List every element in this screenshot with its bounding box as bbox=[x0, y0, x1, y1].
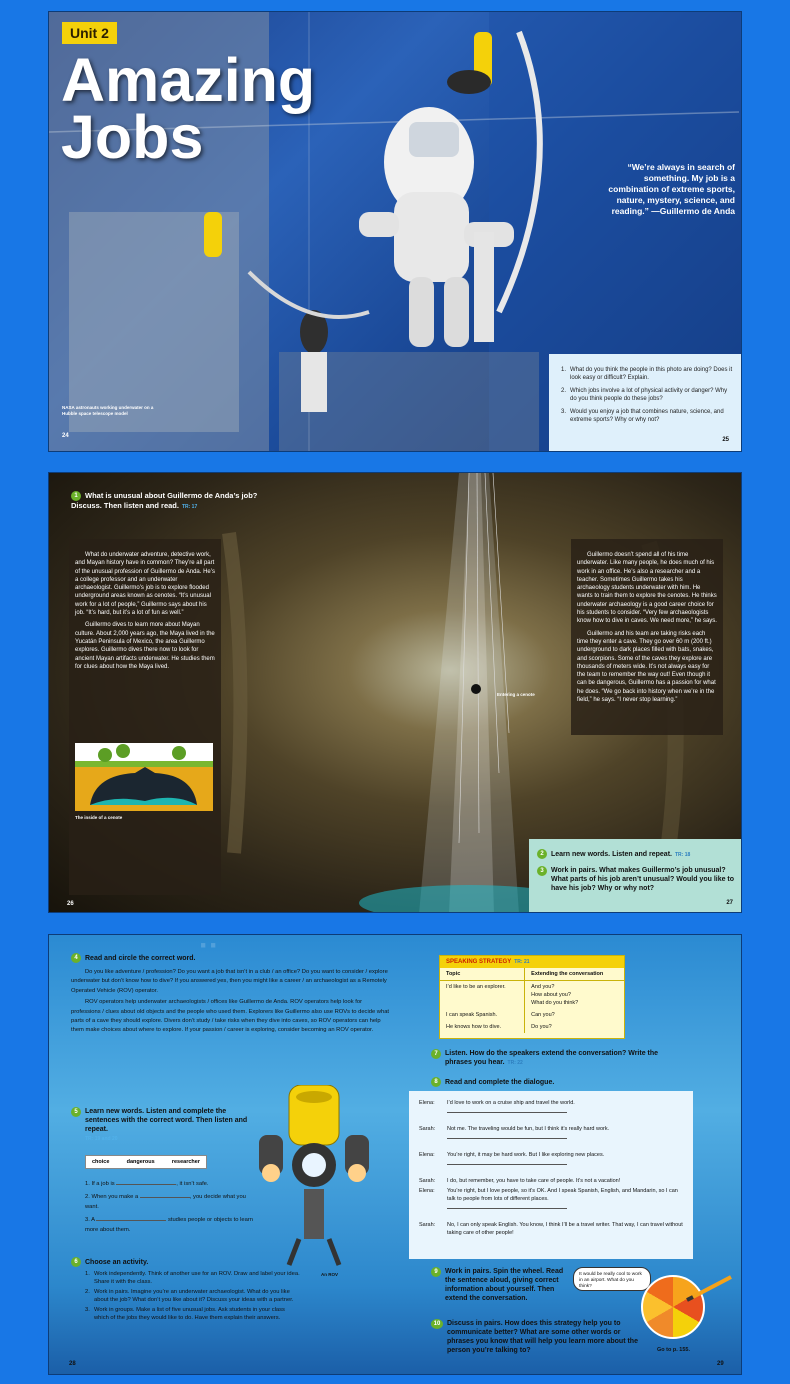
answer-blank[interactable] bbox=[447, 1133, 567, 1139]
dialogue-line: Elena: You’re right, it may be hard work. But I like exploring new places. bbox=[419, 1151, 683, 1168]
dialogue-line: Sarah: No, I can only speak English. You know, I think I’ll be a travel writer. That way, I can travel without taking care of other people! bbox=[419, 1222, 683, 1236]
word-item: choice bbox=[92, 1159, 110, 1165]
answer-blank[interactable] bbox=[116, 1179, 176, 1185]
track-label: TR: 17 bbox=[181, 504, 198, 511]
diver-caption: Entering a cenote bbox=[497, 692, 535, 697]
answer-blank[interactable] bbox=[140, 1192, 190, 1198]
fill-in-sentences bbox=[85, 1179, 255, 1235]
photo-caption: NASA astronauts working underwater on a Hubble space telescope model bbox=[62, 405, 154, 416]
diagram-caption: The inside of a cenote bbox=[75, 815, 123, 820]
page-number-right: 27 bbox=[726, 900, 733, 906]
passage-paragraph: Do you like adventure / profession? Do you want a job that isn’t in a club / an office? Do you want to consider / explore underwater but don’t know how to dive? If you answered yes, then you might like a career / an archaeologist as a Remotely Operated Vehicle (ROV) operator. bbox=[71, 969, 388, 994]
exercise-box bbox=[529, 839, 742, 913]
activity-item: 1. Work independently. Think of another use for an ROV. Draw and label your idea. Share it with the class. bbox=[85, 1271, 300, 1285]
activity-item: 3. Work in groups. Make a list of five unusual jobs. Ask students in your class which of the jobs they would like to do. Have them explain their answers. bbox=[85, 1307, 285, 1321]
page-number-left: 24 bbox=[62, 433, 69, 439]
pencil-icon bbox=[685, 1273, 735, 1303]
spread-amazing-jobs bbox=[48, 11, 742, 452]
page-number-left: 28 bbox=[69, 1361, 76, 1367]
question-number: 4 bbox=[71, 953, 81, 963]
word-bank bbox=[85, 1155, 207, 1169]
watermark: ·· bbox=[199, 934, 219, 962]
activity-item: 2. Work in pairs. Imagine you’re an underwater archaeologist. What do you like about the job? What don’t you like about it? Discuss your ideas with a partner. bbox=[85, 1289, 294, 1303]
speaking-strategy-box bbox=[439, 955, 625, 1039]
page-title bbox=[61, 46, 316, 171]
article-right-column bbox=[571, 539, 723, 735]
strategy-table: Topic Extending the conversation I’d like to be an explorer. And you? How about you? What do you think? I can speak Spanish. Can you? He knows how to dive. Do you? bbox=[440, 968, 624, 1033]
question-1: 1 What is unusual about Guillermo de Anda’s job? Discuss. Then listen and read. TR: 17 bbox=[71, 491, 258, 511]
track-label: TR: 19 and 20 bbox=[85, 1136, 118, 1142]
question-10: 10 Discuss in pairs. How does this strategy help you to communicate better? What are some other words or phrases you know that will help you learn more about the person you’re talking to? bbox=[431, 1319, 641, 1355]
question-number: 6 bbox=[71, 1257, 81, 1267]
answer-blank[interactable] bbox=[96, 1215, 166, 1221]
cenote-diagram bbox=[75, 743, 213, 811]
question-5: 5 Learn new words. Listen and complete the sentences with the correct word. Then listen and repeat. TR: 19 and 20 bbox=[71, 1107, 261, 1142]
answer-blank[interactable] bbox=[447, 1159, 567, 1165]
rov-caption: An ROV bbox=[321, 1272, 339, 1277]
strategy-header: SPEAKING STRATEGY TR: 21 bbox=[440, 956, 624, 968]
article-paragraph: Guillermo dives to learn more about Mayan culture. About 2,000 years ago, the Maya lived in the Yucatán Peninsula of Mexico, the area Guillermo explores. Guillermo dives there now to look for ancient Mayan artifacts underwater. He studies them for clues about how the Maya lived. bbox=[75, 622, 215, 670]
speech-bubble: It would be really cool to work in an airport. What do you think? bbox=[573, 1267, 651, 1291]
sentence-item: 1. If a job is , it isn’t safe. bbox=[85, 1181, 209, 1187]
sentence-item: 2. When you make a , you decide what you want. bbox=[85, 1194, 246, 1210]
spread-guillermo-article bbox=[48, 472, 742, 913]
dialogue-line: Elena: You’re right, but I love people, so it’s OK. And I speak Spanish, English, and Mandarin, so I can talk to people from lots of different places. bbox=[419, 1187, 683, 1212]
rov-illustration bbox=[259, 1085, 369, 1285]
word-item: dangerous bbox=[126, 1159, 155, 1165]
question-9: 9 Work in pairs. Spin the wheel. Read the sentence aloud, giving correct information about yourself. Then extend the conversation. bbox=[431, 1267, 567, 1303]
discussion-questions bbox=[549, 354, 742, 452]
unit-label: Unit 2 bbox=[62, 22, 117, 44]
page-number-right: 29 bbox=[717, 1361, 724, 1367]
question-7: 7 Listen. How do the speakers extend the conversation? Write the phrases you hear. TR: 22 bbox=[431, 1049, 681, 1068]
question-item: 1. What do you think the people in this photo are doing? Does it look easy or difficult? Explain. bbox=[561, 367, 733, 381]
page-number-right: 25 bbox=[722, 437, 729, 443]
article-paragraph: What do underwater adventure, detective work, and Mayan history have in common? They’re all part of the unusual profession of Guillermo de Anda. He’s a college professor and an underwater archaeologist. Guillermo’s job is to explore flooded underground areas known as cenotes. “It’s unusual work for a lot of people,” Guillermo says about his job. “It’s hard, but it’s a lot of fun as well.” bbox=[75, 552, 215, 617]
title-line-2: Jobs bbox=[61, 103, 204, 171]
passage-paragraph: ROV operators help underwater archaeologists / offices like Guillermo de Anda. ROV operators help look for professions / clues about old objects and the people who used them. Explorers like Guillermo also use ROVs to decide what parts of a cave they should explore. Divers don’t study / take risks when they dive into caves, so ROV operators can help them make choices about where to explore. If your passion / career is exploring, consider becoming an ROV operator. bbox=[71, 999, 390, 1034]
question-2: 2 Learn new words. Listen and repeat. TR: 18 bbox=[537, 849, 735, 860]
article-paragraph: Guillermo doesn’t spend all of his time underwater. Like many people, he does much of his work in an office. He’s also a researcher and a teacher. Sometimes Guillermo takes his archaeology students underwater with him. He wants to train them to explore the cenotes. He thinks underwater archaeology is a good career choice for his students to consider. “Very few archaeologists know how to dive in caves. We need more,” he says. bbox=[577, 552, 717, 625]
question-8: 8 Read and complete the dialogue. bbox=[431, 1077, 554, 1087]
dialogue-line: Sarah: Not me. The traveling would be fun, but I think it’s really hard work. bbox=[419, 1125, 683, 1142]
article-left-column bbox=[69, 539, 221, 895]
cenote-diagram-art bbox=[75, 743, 213, 811]
table-row: I’d like to be an explorer. And you? How about you? What do you think? bbox=[440, 981, 624, 1010]
question-4: 4 Read and circle the correct word. Do you like adventure / profession? Do you want a job that isn’t in a club / an office? Do you want to consider / explore underwater but don’t know how to dive? If you answered yes, then you might like a career / an archaeologist as a Remotely Operated Vehicle (ROV) operator. ROV operators help underwater archaeologists / offices like Guillermo de Anda. ROV operators help look for professions / clues about old objects and the people who used them. Explorers like Guillermo also use ROVs to decide what parts of a cave they should explore. Divers don’t study / take risks when they dive into caves, so ROV operators can help them make choices about where to explore. If your passion / career is exploring, consider becoming an ROV operator. bbox=[71, 953, 391, 1036]
table-row: He knows how to dive. Do you? bbox=[440, 1021, 624, 1033]
question-item: 2. Which jobs involve a lot of physical activity or danger? Why do you think people do these jobs? bbox=[561, 388, 728, 402]
dialogue-line: Elena: I’d love to work on a cruise ship and travel the world. bbox=[419, 1099, 683, 1116]
sentence-item: 3. A studies people or objects to learn more about them. bbox=[85, 1217, 254, 1233]
page-number-left: 26 bbox=[67, 901, 74, 907]
spread-exercises bbox=[48, 934, 742, 1375]
guillermo-quote: “We’re always in search of something. My job is a combination of extreme sports, nature, mystery, science, and reading.” —Guillermo de Anda bbox=[608, 162, 735, 216]
answer-blank[interactable] bbox=[447, 1203, 567, 1209]
goto-page-link[interactable]: Go to p. 155. bbox=[657, 1347, 691, 1353]
article-paragraph: Guillermo and his team are taking risks each time they enter a cave. They go over 60 m (200 ft.) underground to dark places filled with bats, snakes, and scorpions. Some of the caves they explore are thousands of meters wide. It’s not always easy for the team to remember the way out! Even though it can be dangerous, Guillermo has a passion for what he does. “We go back into history when we’re in the field,” he says. “I never stop learning.” bbox=[577, 630, 716, 704]
question-6: 6 Choose an activity. 1. Work independently. Think of another use for an ROV. Draw and label your idea. Share it with the class. 2. Work in pairs. Imagine you’re an underwater archaeologist. What do you like about the job? What don’t you like about it? Discuss your ideas with a partner. 3. Work in groups. Make a list of five unusual jobs. Ask students in your class which of the jobs they would like to do. Have them explain their answers. bbox=[71, 1257, 301, 1322]
dialogue-line: Sarah: I do, but remember, you have to take care of people. It’s not a vacation! bbox=[419, 1178, 621, 1184]
word-item: researcher bbox=[171, 1159, 200, 1165]
question-item: 3. Would you enjoy a job that combines nature, science, and extreme sports? Why or why not? bbox=[561, 409, 724, 423]
dialogue-box bbox=[409, 1091, 693, 1259]
table-row: I can speak Spanish. Can you? bbox=[440, 1009, 624, 1021]
question-3: 3 Work in pairs. What makes Guillermo’s job unusual? What parts of his job aren’t unusual? Would you like to have his job? Why or why not? bbox=[537, 866, 735, 893]
question-number: 1 bbox=[71, 491, 81, 501]
title-line-1: Amazing bbox=[61, 46, 316, 114]
answer-blank[interactable] bbox=[447, 1107, 567, 1113]
